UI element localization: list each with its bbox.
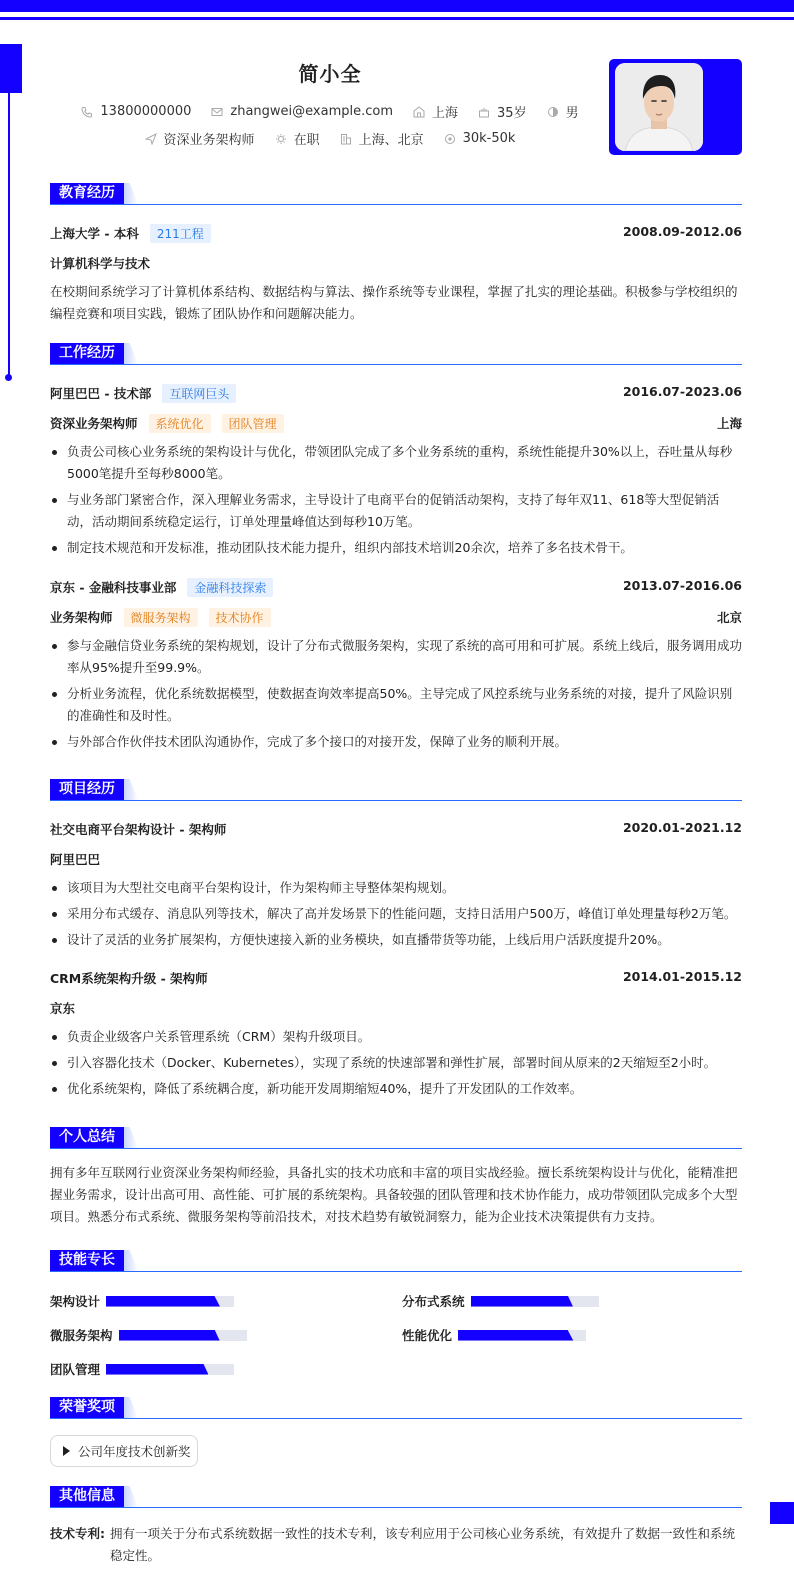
work-bullets: [50, 441, 742, 563]
list-item: 引入容器化技术（Docker、Kubernetes），实现了系统的快速部署和弹性扩展，部署时间从原来的2天缩短至2小时。: [50, 1052, 742, 1074]
list-item: 负责公司核心业务系统的架构设计与优化，带领团队完成了多个业务系统的重构，系统性能提升30%以上，吞吐量从每秒5000笔提升至每秒8000笔。: [50, 441, 742, 485]
contact-row: [50, 102, 610, 121]
gender: 男: [547, 102, 579, 121]
side-accent-line: [8, 93, 10, 378]
section-work-label: 工作经历: [50, 343, 124, 364]
mail-icon: [211, 106, 223, 118]
project-header: [50, 820, 742, 838]
section-education-label: 教育经历: [50, 183, 124, 204]
position-icon: [145, 133, 157, 145]
age-icon: [478, 106, 490, 118]
gender-icon: [547, 106, 559, 118]
education-header: [50, 224, 742, 243]
email: zhangwei@example.com: [211, 104, 393, 119]
section-tail: [124, 1486, 138, 1507]
skill-name: 团队管理: [50, 1362, 101, 1377]
section-awards-label: 荣誉奖项: [50, 1397, 124, 1418]
section-tail: [124, 1250, 138, 1271]
location-icon: [413, 106, 425, 118]
work-company-header: [50, 384, 742, 403]
work-company-header: [50, 578, 742, 597]
skill-name: 性能优化: [402, 1328, 453, 1343]
candidate-name: 简小全: [298, 62, 362, 86]
project-bullets: [50, 877, 742, 955]
skill-item: [50, 1292, 234, 1310]
school-name: 上海大学 - 本科: [50, 226, 139, 241]
section-work: [50, 343, 742, 365]
project-title: CRM系统架构升级 - 架构师: [50, 971, 208, 986]
corner-accent-square: [770, 1502, 794, 1524]
summary-text: 拥有多年互联网行业资深业务架构师经验，具备扎实的技术功底和丰富的项目实战经验。擅长系统架构设计与优化，能精准把握业务需求，设计出高可用、高性能、可扩展的系统架构。具备较强的团队管理和技术协作能力，成功带领团队完成多个大型项目。熟悉分布式系统、微服务架构等前沿技术，对技术趋势有敏锐洞察力，能为企业技术决策提供有力支持。: [50, 1165, 738, 1224]
section-skills: [50, 1250, 742, 1272]
section-other-label: 其他信息: [50, 1486, 124, 1507]
role-tag: 团队管理: [222, 414, 284, 433]
work-location: 北京: [716, 610, 742, 625]
role-tag: 微服务架构: [124, 608, 198, 627]
city: 上海: [413, 102, 458, 121]
intent-row: [50, 129, 610, 148]
project-period: 2020.01-2021.12: [622, 820, 742, 835]
section-education: [50, 183, 742, 205]
building-icon: [340, 133, 352, 145]
work-location: 上海: [716, 416, 742, 431]
other-info: [50, 1523, 742, 1567]
project-header: [50, 969, 742, 987]
list-item: 优化系统架构，降低了系统耦合度，新功能开发周期缩短40%，提升了开发团队的工作效率。: [50, 1078, 742, 1100]
project-bullets: [50, 1026, 742, 1104]
work-role: 资深业务架构师: [50, 416, 138, 431]
list-item: 与业务部门紧密合作，深入理解业务需求，主导设计了电商平台的促销活动架构，支持了每年双11、618等大型促销活动，活动期间系统稳定运行，订单处理量峰值达到每秒10万笔。: [50, 489, 742, 533]
section-projects: [50, 779, 742, 801]
skill-track: [471, 1296, 599, 1307]
project-title: 社交电商平台架构设计 - 架构师: [50, 822, 227, 837]
section-skills-label: 技能专长: [50, 1250, 124, 1271]
section-projects-label: 项目经历: [50, 779, 124, 800]
expected-salary: 30k-50k: [444, 131, 516, 146]
side-accent-block: [0, 44, 22, 93]
work-role-header: [50, 608, 742, 627]
work-period: 2013.07-2016.06: [622, 578, 742, 593]
skill-item: [402, 1326, 586, 1344]
role-tag: 系统优化: [149, 414, 211, 433]
company-tag: 互联网巨头: [162, 384, 236, 403]
list-item: 设计了灵活的业务扩展架构，方便快速接入新的业务模块，如直播带货等功能，上线后用户活跃度提升20%。: [50, 929, 742, 951]
target-position: 资深业务架构师: [145, 129, 255, 148]
skill-name: 架构设计: [50, 1294, 101, 1309]
list-item: 采用分布式缓存、消息队列等技术，解决了高并发场景下的性能问题，支持日活用户500万，峰值订单处理量每秒2万笔。: [50, 903, 742, 925]
work-bullets: [50, 635, 742, 757]
other-text: 拥有一项关于分布式系统数据一致性的技术专利，该专利应用于公司核心业务系统，有效提升了数据一致性和系统稳定性。: [110, 1526, 736, 1563]
award-title: 公司年度技术创新奖: [78, 1444, 191, 1459]
skill-track: [106, 1364, 234, 1375]
work-period: 2016.07-2023.06: [622, 384, 742, 399]
section-awards: [50, 1397, 742, 1419]
top-accent-line: [0, 17, 794, 20]
education-description: 在校期间系统学习了计算机体系结构、数据结构与算法、操作系统等专业课程，掌握了扎实的理论基础。积极参与学校组织的编程竞赛和项目实践，锻炼了团队协作和问题解决能力。: [50, 284, 738, 321]
target-cities: 上海、北京: [340, 129, 424, 148]
job-status: 在职: [275, 129, 320, 148]
section-other: [50, 1486, 742, 1508]
company-name: 阿里巴巴 - 技术部: [50, 386, 152, 401]
expand-triangle-icon: [63, 1446, 70, 1456]
other-label: 技术专利:: [50, 1526, 105, 1541]
section-tail: [124, 183, 138, 204]
list-item: 与外部合作伙伴技术团队沟通协作，完成了多个接口的对接开发，保障了业务的顺利开展。: [50, 731, 742, 753]
skill-item: [50, 1360, 234, 1378]
project-org: 京东: [50, 1001, 76, 1016]
company-name: 京东 - 金融科技事业部: [50, 580, 177, 595]
status-icon: [275, 133, 287, 145]
award-item[interactable]: [50, 1435, 198, 1467]
education-major: 计算机科学与技术: [50, 256, 151, 271]
section-tail: [124, 343, 138, 364]
skill-track: [458, 1330, 586, 1341]
skill-item: [402, 1292, 599, 1310]
skill-fill: [106, 1364, 208, 1375]
skill-fill: [119, 1330, 220, 1341]
photo-frame: [609, 59, 742, 155]
age: 35岁: [478, 102, 527, 121]
side-accent-dot: [5, 374, 12, 381]
skill-track: [106, 1296, 234, 1307]
list-item: 分析业务流程，优化系统数据模型，使数据查询效率提高50%。主导完成了风控系统与业务系统的对接，提升了风险识别的准确性和及时性。: [50, 683, 742, 727]
skill-item: [50, 1326, 247, 1344]
list-item: 负责企业级客户关系管理系统（CRM）架构升级项目。: [50, 1026, 742, 1048]
school-tag: 211工程: [150, 224, 211, 243]
skill-name: 分布式系统: [402, 1294, 465, 1309]
list-item: 该项目为大型社交电商平台架构设计，作为架构师主导整体架构规划。: [50, 877, 742, 899]
phone-icon: [81, 106, 93, 118]
list-item: 参与金融信贷业务系统的架构规划，设计了分布式微服务架构，实现了系统的高可用和可扩展。系统上线后，服务调用成功率从95%提升至99.9%。: [50, 635, 742, 679]
skill-track: [119, 1330, 247, 1341]
role-tag: 技术协作: [209, 608, 271, 627]
avatar: [615, 63, 703, 151]
section-summary: [50, 1127, 742, 1149]
work-role: 业务架构师: [50, 610, 113, 625]
skill-fill: [458, 1330, 573, 1341]
skill-fill: [106, 1296, 220, 1307]
section-tail: [124, 1397, 138, 1418]
company-tag: 金融科技探索: [187, 578, 273, 597]
list-item: 制定技术规范和开发标准，推动团队技术能力提升，组织内部技术培训20余次，培养了多名技术骨干。: [50, 537, 742, 559]
section-tail: [124, 1127, 138, 1148]
skill-name: 微服务架构: [50, 1328, 113, 1343]
project-period: 2014.01-2015.12: [622, 969, 742, 984]
phone: 13800000000: [81, 104, 191, 119]
section-summary-label: 个人总结: [50, 1127, 124, 1148]
salary-icon: [444, 133, 456, 145]
education-period: 2008.09-2012.06: [622, 224, 742, 239]
work-role-header: [50, 414, 742, 433]
section-tail: [124, 779, 138, 800]
top-accent-bar: [0, 0, 794, 12]
project-org: 阿里巴巴: [50, 852, 101, 867]
skill-fill: [471, 1296, 573, 1307]
